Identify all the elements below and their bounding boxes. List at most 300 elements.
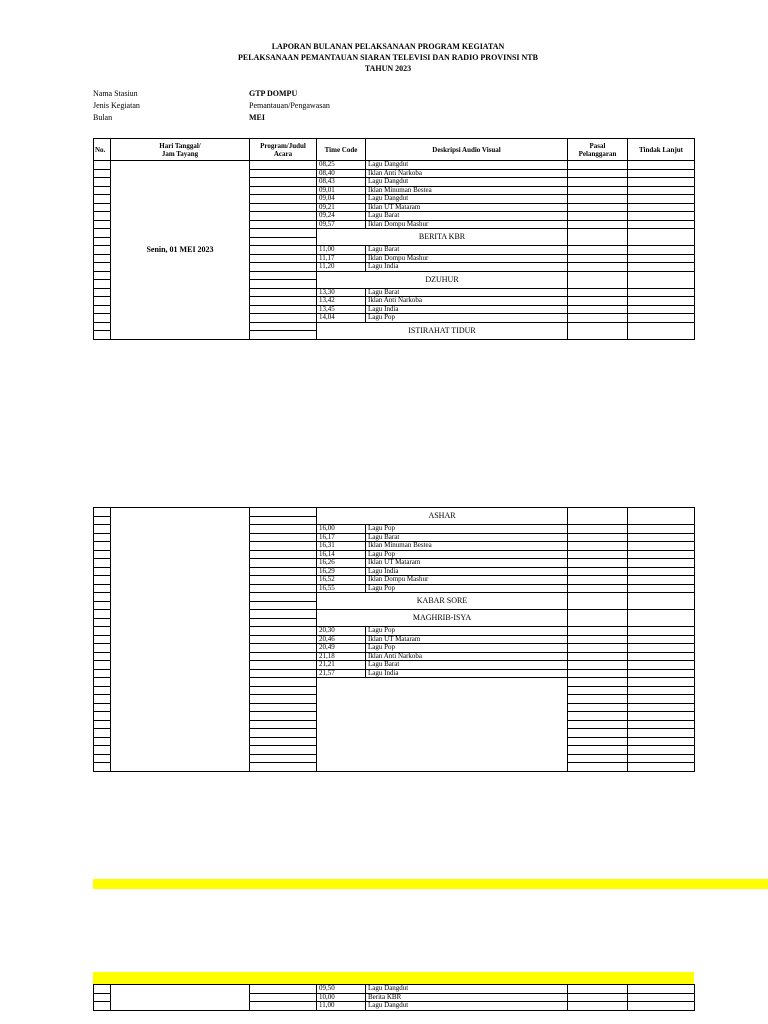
- no-cell: [94, 584, 111, 593]
- no-cell: [94, 712, 111, 721]
- no-cell: [94, 203, 111, 212]
- timecode-cell: 08,40: [317, 169, 366, 178]
- description-cell: Lagu Dangdut: [366, 161, 568, 170]
- program-cell: [250, 712, 317, 721]
- program-cell: [250, 1002, 317, 1011]
- tindak-cell: [628, 271, 695, 288]
- timecode-cell: 11,20: [317, 263, 366, 272]
- description-cell: Lagu India: [366, 669, 568, 678]
- program-cell: [250, 254, 317, 263]
- tindak-cell: [628, 652, 695, 661]
- tindak-cell: [628, 322, 695, 339]
- tindak-cell: [628, 178, 695, 187]
- no-cell: [94, 280, 111, 289]
- tindak-cell: [628, 678, 695, 687]
- description-cell: Iklan UT Mataram: [366, 203, 568, 212]
- program-cell: [250, 601, 317, 610]
- no-cell: [94, 627, 111, 636]
- no-cell: [94, 161, 111, 170]
- no-cell: [94, 178, 111, 187]
- pasal-cell: [568, 720, 628, 729]
- tindak-cell: [628, 669, 695, 678]
- pasal-cell: [568, 212, 628, 221]
- pasal-cell: [568, 669, 628, 678]
- timecode-cell: 11,00: [317, 246, 366, 255]
- description-cell: Lagu Pop: [366, 314, 568, 323]
- no-cell: [94, 559, 111, 568]
- no-cell: [94, 525, 111, 534]
- timecode-cell: 21,18: [317, 652, 366, 661]
- no-cell: [94, 212, 111, 221]
- tindak-cell: [628, 288, 695, 297]
- pasal-cell: [568, 525, 628, 534]
- tindak-cell: [628, 542, 695, 551]
- no-cell: [94, 288, 111, 297]
- tindak-cell: [628, 703, 695, 712]
- program-cell: [250, 195, 317, 204]
- pasal-cell: [568, 288, 628, 297]
- month-value: MEI: [249, 113, 265, 122]
- timecode-cell: 09,50: [317, 985, 366, 994]
- report-title-line1: LAPORAN BULANAN PELAKSANAAN PROGRAM KEGIATAN: [271, 42, 505, 51]
- description-cell: Iklan Anti Narkoba: [366, 297, 568, 306]
- program-cell: [250, 729, 317, 738]
- description-cell: Lagu Pop: [366, 627, 568, 636]
- program-cell: [250, 635, 317, 644]
- program-cell: [250, 212, 317, 221]
- timecode-cell: 08,43: [317, 178, 366, 187]
- timecode-cell: 09,21: [317, 203, 366, 212]
- pasal-cell: [568, 254, 628, 263]
- program-cell: [250, 288, 317, 297]
- timecode-cell: 16,14: [317, 550, 366, 559]
- tindak-cell: [628, 746, 695, 755]
- no-cell: [94, 246, 111, 255]
- description-cell: Lagu Barat: [366, 212, 568, 221]
- pasal-cell: [568, 763, 628, 772]
- program-cell: [250, 686, 317, 695]
- pasal-cell: [568, 559, 628, 568]
- pasal-cell: [568, 593, 628, 610]
- col-description: Deskripsi Audio Visual: [366, 139, 568, 161]
- timecode-cell: 16,00: [317, 525, 366, 534]
- pasal-cell: [568, 169, 628, 178]
- description-cell: Lagu India: [366, 567, 568, 576]
- description-cell: Iklan UT Mataram: [366, 559, 568, 568]
- program-cell: [250, 993, 317, 1002]
- tindak-cell: [628, 169, 695, 178]
- tindak-cell: [628, 635, 695, 644]
- pasal-cell: [568, 686, 628, 695]
- pasal-cell: [568, 1002, 628, 1011]
- pasal-cell: [568, 203, 628, 212]
- no-cell: [94, 593, 111, 602]
- no-cell: [94, 220, 111, 229]
- pasal-cell: [568, 550, 628, 559]
- no-cell: [94, 720, 111, 729]
- date-cell: Senin, 01 MEI 2023: [111, 161, 250, 340]
- section-label: ASHAR: [317, 508, 568, 525]
- pasal-cell: [568, 610, 628, 627]
- table-row: [94, 985, 695, 994]
- pasal-cell: [568, 246, 628, 255]
- timecode-cell: 09,04: [317, 195, 366, 204]
- no-cell: [94, 516, 111, 525]
- no-cell: [94, 601, 111, 610]
- tindak-cell: [628, 525, 695, 534]
- timecode-cell: 16,29: [317, 567, 366, 576]
- pasal-cell: [568, 263, 628, 272]
- tindak-cell: [628, 195, 695, 204]
- tindak-cell: [628, 584, 695, 593]
- timecode-cell: 16,26: [317, 559, 366, 568]
- description-cell: Lagu Pop: [366, 525, 568, 534]
- no-cell: [94, 576, 111, 585]
- no-cell: [94, 229, 111, 238]
- program-cell: [250, 559, 317, 568]
- description-cell: Iklan Minuman Bestea: [366, 186, 568, 195]
- program-cell: [250, 525, 317, 534]
- month-label: Bulan: [93, 113, 113, 122]
- program-cell: [250, 542, 317, 551]
- no-cell: [94, 669, 111, 678]
- program-cell: [250, 746, 317, 755]
- description-cell: Lagu Dangdut: [366, 985, 568, 994]
- program-cell: [250, 533, 317, 542]
- tindak-cell: [628, 297, 695, 306]
- program-cell: [250, 567, 317, 576]
- tindak-cell: [628, 246, 695, 255]
- tindak-cell: [628, 576, 695, 585]
- pasal-cell: [568, 627, 628, 636]
- no-cell: [94, 703, 111, 712]
- timecode-cell: 20,49: [317, 644, 366, 653]
- program-cell: [250, 737, 317, 746]
- program-cell: [250, 763, 317, 772]
- program-cell: [250, 229, 317, 238]
- monitoring-table-2: [93, 507, 695, 772]
- program-cell: [250, 669, 317, 678]
- description-cell: Iklan UT Mataram: [366, 635, 568, 644]
- col-no: No.: [94, 139, 111, 161]
- description-cell: Iklan Anti Narkoba: [366, 652, 568, 661]
- pasal-cell: [568, 542, 628, 551]
- report-title-line3: TAHUN 2023: [364, 64, 412, 73]
- no-cell: [94, 322, 111, 331]
- timecode-cell: 13,30: [317, 288, 366, 297]
- tindak-cell: [628, 1002, 695, 1011]
- no-cell: [94, 644, 111, 653]
- pasal-cell: [568, 220, 628, 229]
- timecode-cell: 11,00: [317, 1002, 366, 1011]
- pasal-cell: [568, 703, 628, 712]
- activity-value: Pemantauan/Pengawasan: [249, 101, 330, 110]
- pasal-cell: [568, 178, 628, 187]
- program-cell: [250, 618, 317, 627]
- timecode-cell: 13,42: [317, 297, 366, 306]
- tindak-cell: [628, 229, 695, 246]
- tindak-cell: [628, 186, 695, 195]
- tindak-cell: [628, 254, 695, 263]
- description-cell: Lagu Barat: [366, 246, 568, 255]
- program-cell: [250, 263, 317, 272]
- tindak-cell: [628, 550, 695, 559]
- program-cell: [250, 271, 317, 280]
- section-label: MAGHRIB-ISYA: [317, 610, 568, 627]
- no-cell: [94, 746, 111, 755]
- program-cell: [250, 516, 317, 525]
- description-cell: Iklan Minuman Bestea: [366, 542, 568, 551]
- pasal-cell: [568, 508, 628, 525]
- no-cell: [94, 985, 111, 994]
- no-cell: [94, 737, 111, 746]
- program-cell: [250, 720, 317, 729]
- highlight-band-2: [93, 972, 694, 984]
- program-cell: [250, 237, 317, 246]
- description-cell: Lagu India: [366, 305, 568, 314]
- no-cell: [94, 567, 111, 576]
- tindak-cell: [628, 508, 695, 525]
- tindak-cell: [628, 533, 695, 542]
- section-label: ISTIRAHAT TIDUR: [317, 322, 568, 339]
- pasal-cell: [568, 993, 628, 1002]
- pasal-cell: [568, 746, 628, 755]
- timecode-cell: 13,45: [317, 305, 366, 314]
- no-cell: [94, 678, 111, 687]
- pasal-cell: [568, 584, 628, 593]
- no-cell: [94, 195, 111, 204]
- pasal-cell: [568, 161, 628, 170]
- program-cell: [250, 331, 317, 340]
- program-cell: [250, 314, 317, 323]
- pasal-cell: [568, 985, 628, 994]
- no-cell: [94, 169, 111, 178]
- section-label: BERITA KBR: [317, 229, 568, 246]
- pasal-cell: [568, 297, 628, 306]
- description-cell: Lagu Dangdut: [366, 195, 568, 204]
- timecode-cell: 08,25: [317, 161, 366, 170]
- program-cell: [250, 203, 317, 212]
- section-label: KABAR SORE: [317, 593, 568, 610]
- pasal-cell: [568, 229, 628, 246]
- program-cell: [250, 652, 317, 661]
- program-cell: [250, 644, 317, 653]
- no-cell: [94, 618, 111, 627]
- no-cell: [94, 635, 111, 644]
- no-cell: [94, 314, 111, 323]
- description-cell: Lagu India: [366, 263, 568, 272]
- program-cell: [250, 576, 317, 585]
- tindak-cell: [628, 627, 695, 636]
- pasal-cell: [568, 652, 628, 661]
- timecode-cell: 09,57: [317, 220, 366, 229]
- description-cell: Iklan Dompu Mashur: [366, 254, 568, 263]
- no-cell: [94, 305, 111, 314]
- description-cell: Berita KBR: [366, 993, 568, 1002]
- col-pasal: Pasal Pelanggaran: [568, 139, 628, 161]
- tindak-cell: [628, 737, 695, 746]
- col-program: Program/Judul Acara: [250, 139, 317, 161]
- timecode-cell: 14,04: [317, 314, 366, 323]
- timecode-cell: 16,52: [317, 576, 366, 585]
- pasal-cell: [568, 644, 628, 653]
- timecode-cell: 09,01: [317, 186, 366, 195]
- pasal-cell: [568, 314, 628, 323]
- description-cell: Iklan Anti Narkoba: [366, 169, 568, 178]
- date-cell: [111, 508, 250, 772]
- program-cell: [250, 322, 317, 331]
- no-cell: [94, 533, 111, 542]
- program-cell: [250, 178, 317, 187]
- description-cell: Lagu Barat: [366, 533, 568, 542]
- tindak-cell: [628, 644, 695, 653]
- tindak-cell: [628, 203, 695, 212]
- timecode-cell: 21,21: [317, 661, 366, 670]
- description-cell: Lagu Barat: [366, 661, 568, 670]
- station-label: Nama Stasiun: [93, 89, 138, 98]
- program-cell: [250, 584, 317, 593]
- activity-label: Jenis Kegiatan: [93, 101, 140, 110]
- no-cell: [94, 729, 111, 738]
- pasal-cell: [568, 695, 628, 704]
- program-cell: [250, 508, 317, 517]
- empty-area: [317, 678, 568, 772]
- program-cell: [250, 678, 317, 687]
- program-cell: [250, 593, 317, 602]
- report-title-line2: PELAKSANAAN PEMANTAUAN SIARAN TELEVISI DAN RADIO PROVINSI NTB: [238, 53, 538, 62]
- timecode-cell: 20,30: [317, 627, 366, 636]
- tindak-cell: [628, 263, 695, 272]
- pasal-cell: [568, 533, 628, 542]
- pasal-cell: [568, 754, 628, 763]
- table-row: [94, 161, 695, 170]
- program-cell: [250, 169, 317, 178]
- tindak-cell: [628, 567, 695, 576]
- tindak-cell: [628, 729, 695, 738]
- no-cell: [94, 508, 111, 517]
- timecode-cell: 09,24: [317, 212, 366, 221]
- highlight-band-1: [93, 879, 768, 889]
- description-cell: Lagu Dangdut: [366, 1002, 568, 1011]
- no-cell: [94, 331, 111, 340]
- program-cell: [250, 550, 317, 559]
- tindak-cell: [628, 212, 695, 221]
- tindak-cell: [628, 754, 695, 763]
- timecode-cell: 10,00: [317, 993, 366, 1002]
- no-cell: [94, 263, 111, 272]
- description-cell: Lagu Pop: [366, 644, 568, 653]
- col-tindak: Tindak Lanjut: [628, 139, 695, 161]
- section-label: DZUHUR: [317, 271, 568, 288]
- tindak-cell: [628, 763, 695, 772]
- tindak-cell: [628, 305, 695, 314]
- timecode-cell: 16,31: [317, 542, 366, 551]
- monitoring-table-1: [93, 138, 695, 340]
- description-cell: Lagu Dangdut: [366, 178, 568, 187]
- no-cell: [94, 254, 111, 263]
- no-cell: [94, 993, 111, 1002]
- description-cell: Lagu Pop: [366, 550, 568, 559]
- program-cell: [250, 627, 317, 636]
- pasal-cell: [568, 678, 628, 687]
- no-cell: [94, 763, 111, 772]
- pasal-cell: [568, 635, 628, 644]
- pasal-cell: [568, 712, 628, 721]
- no-cell: [94, 550, 111, 559]
- tindak-cell: [628, 559, 695, 568]
- no-cell: [94, 695, 111, 704]
- pasal-cell: [568, 567, 628, 576]
- no-cell: [94, 652, 111, 661]
- no-cell: [94, 661, 111, 670]
- timecode-cell: 21,57: [317, 669, 366, 678]
- no-cell: [94, 754, 111, 763]
- tindak-cell: [628, 695, 695, 704]
- program-cell: [250, 695, 317, 704]
- timecode-cell: 11,17: [317, 254, 366, 263]
- timecode-cell: 16,55: [317, 584, 366, 593]
- tindak-cell: [628, 712, 695, 721]
- no-cell: [94, 237, 111, 246]
- no-cell: [94, 686, 111, 695]
- no-cell: [94, 1002, 111, 1011]
- section-row: [94, 508, 695, 517]
- pasal-cell: [568, 186, 628, 195]
- pasal-cell: [568, 322, 628, 339]
- description-cell: Iklan Dompu Mashur: [366, 576, 568, 585]
- program-cell: [250, 985, 317, 994]
- col-date: Hari Tanggal/ Jam Tayang: [111, 139, 250, 161]
- no-cell: [94, 297, 111, 306]
- program-cell: [250, 161, 317, 170]
- description-cell: Lagu Barat: [366, 288, 568, 297]
- pasal-cell: [568, 576, 628, 585]
- tindak-cell: [628, 985, 695, 994]
- program-cell: [250, 280, 317, 289]
- no-cell: [94, 610, 111, 619]
- description-cell: Iklan Dompu Mashur: [366, 220, 568, 229]
- date-cell: [111, 985, 250, 1011]
- tindak-cell: [628, 610, 695, 627]
- tindak-cell: [628, 314, 695, 323]
- tindak-cell: [628, 220, 695, 229]
- pasal-cell: [568, 729, 628, 738]
- program-cell: [250, 754, 317, 763]
- timecode-cell: 16,17: [317, 533, 366, 542]
- program-cell: [250, 246, 317, 255]
- pasal-cell: [568, 305, 628, 314]
- tindak-cell: [628, 593, 695, 610]
- monitoring-table-3: [93, 984, 695, 1011]
- program-cell: [250, 220, 317, 229]
- pasal-cell: [568, 661, 628, 670]
- program-cell: [250, 661, 317, 670]
- pasal-cell: [568, 737, 628, 746]
- pasal-cell: [568, 195, 628, 204]
- description-cell: Lagu Pop: [366, 584, 568, 593]
- no-cell: [94, 542, 111, 551]
- station-value: GTP DOMPU: [249, 89, 298, 98]
- tindak-cell: [628, 161, 695, 170]
- tindak-cell: [628, 661, 695, 670]
- timecode-cell: 20,46: [317, 635, 366, 644]
- tindak-cell: [628, 720, 695, 729]
- col-timecode: Time Code: [317, 139, 366, 161]
- program-cell: [250, 297, 317, 306]
- program-cell: [250, 305, 317, 314]
- tindak-cell: [628, 686, 695, 695]
- pasal-cell: [568, 271, 628, 288]
